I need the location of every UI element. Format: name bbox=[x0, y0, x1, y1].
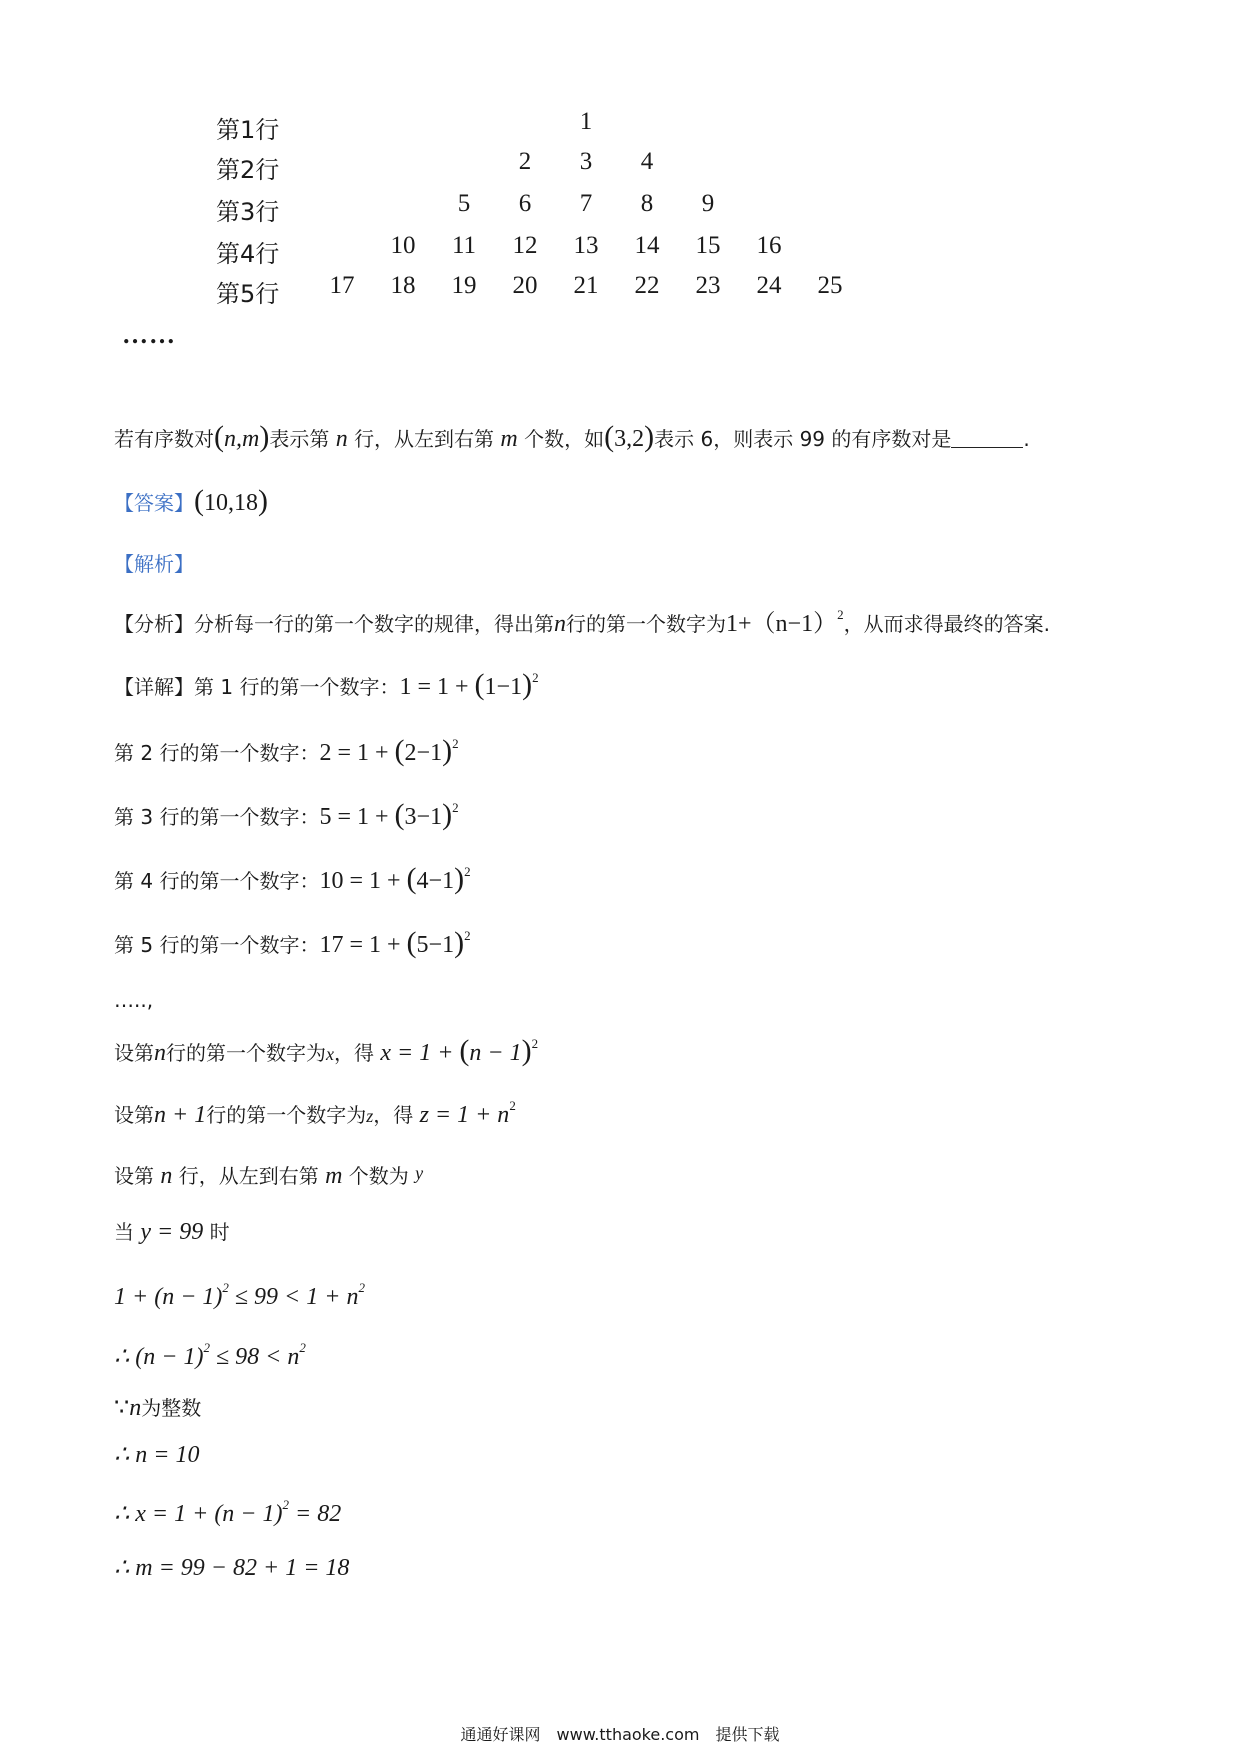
answer-blank bbox=[951, 429, 1023, 448]
triangle-row-label: 第2行 bbox=[216, 156, 280, 184]
triangle-number: 8 bbox=[640, 190, 654, 217]
triangle-number: 14 bbox=[634, 232, 660, 259]
detail-dots: ….., bbox=[114, 988, 154, 1012]
triangle-ellipsis: …… bbox=[122, 320, 176, 349]
triangle-number: 15 bbox=[695, 232, 721, 259]
triangle-number: 1 bbox=[579, 108, 593, 135]
step-7: ∵n为整数 bbox=[114, 1395, 202, 1421]
step-9: ∴ $x = 1 + (n - 1)^2 = 82$ bbox=[114, 1497, 342, 1527]
step-1: 设第n行的第一个数字为x，得 $x = 1 + (n - 1)^2$ bbox=[114, 1034, 539, 1067]
triangle-number: 4 bbox=[640, 148, 654, 175]
triangle-number: 9 bbox=[701, 190, 715, 217]
triangle-number: 23 bbox=[695, 272, 721, 299]
triangle-number: 16 bbox=[756, 232, 782, 259]
triangle-number: 3 bbox=[579, 148, 593, 175]
triangle-row-label: 第1行 bbox=[216, 116, 280, 144]
answer-line: 【答案】(10,18) bbox=[114, 484, 268, 517]
step-3: 设第 n 行，从左到右第 m 个数为 y bbox=[114, 1163, 424, 1189]
answer-label: 【答案】 bbox=[114, 491, 194, 515]
detail-line: 第 5 行的第一个数字：$17 = 1 + (5-1)^2$ bbox=[114, 926, 471, 959]
triangle-number: 25 bbox=[817, 272, 843, 299]
triangle-number: 21 bbox=[573, 272, 599, 299]
triangle-row-label: 第4行 bbox=[216, 240, 280, 268]
triangle-number: 2 bbox=[518, 148, 532, 175]
triangle-number: 17 bbox=[329, 272, 355, 299]
answer-value: 10,18 bbox=[204, 490, 258, 516]
step-5: $1 + (n - 1)^2 \le 99 < 1 + n^2$ bbox=[114, 1280, 365, 1310]
analysis-label: 【解析】 bbox=[114, 552, 194, 576]
footer-text: 通通好课网 www.tthaoke.com 提供下载 bbox=[460, 1725, 780, 1744]
detail-line: 【详解】第 1 行的第一个数字：$1 = 1 + (1-1)^2$ bbox=[114, 668, 539, 701]
triangle-number: 7 bbox=[579, 190, 593, 217]
triangle-row-label: 第3行 bbox=[216, 198, 280, 226]
triangle-row-label: 第5行 bbox=[216, 280, 280, 308]
step-4: 当 y = 99 时 bbox=[114, 1219, 230, 1245]
triangle-number: 6 bbox=[518, 190, 532, 217]
detail-line: 第 4 行的第一个数字：$10 = 1 + (4-1)^2$ bbox=[114, 862, 471, 895]
triangle-number: 11 bbox=[451, 232, 477, 259]
triangle-number: 22 bbox=[634, 272, 660, 299]
triangle-number: 24 bbox=[756, 272, 782, 299]
step-10: ∴ m = 99 − 82 + 1 = 18 bbox=[114, 1555, 350, 1581]
triangle-number: 12 bbox=[512, 232, 538, 259]
triangle-number: 20 bbox=[512, 272, 538, 299]
question-text: 若有序数对(n,m)表示第 n 行，从左到右第 m 个数，如(3,2)表示 6，则表示 99 的有序数对是 . bbox=[114, 420, 1030, 453]
triangle-number: 10 bbox=[390, 232, 416, 259]
detail-line: 第 3 行的第一个数字：$5 = 1 + (3-1)^2$ bbox=[114, 798, 459, 831]
step-2: 设第n + 1行的第一个数字为z，得 $z = 1 + n^2$ bbox=[114, 1098, 516, 1128]
triangle-number: 18 bbox=[390, 272, 416, 299]
detail-line: 第 2 行的第一个数字：$2 = 1 + (2-1)^2$ bbox=[114, 734, 459, 767]
step-6: ∴ $(n - 1)^2 \le 98 < n^2$ bbox=[114, 1340, 306, 1370]
step-8: ∴ n = 10 bbox=[114, 1442, 200, 1468]
triangle-number: 13 bbox=[573, 232, 599, 259]
fenxi-line: 【分析】分析每一行的第一个数字的规律，得出第n行的第一个数字为$1+(n-1)^2$，从而求得最终的答案. bbox=[114, 607, 1050, 637]
triangle-number: 19 bbox=[451, 272, 477, 299]
triangle-number: 5 bbox=[457, 190, 471, 217]
